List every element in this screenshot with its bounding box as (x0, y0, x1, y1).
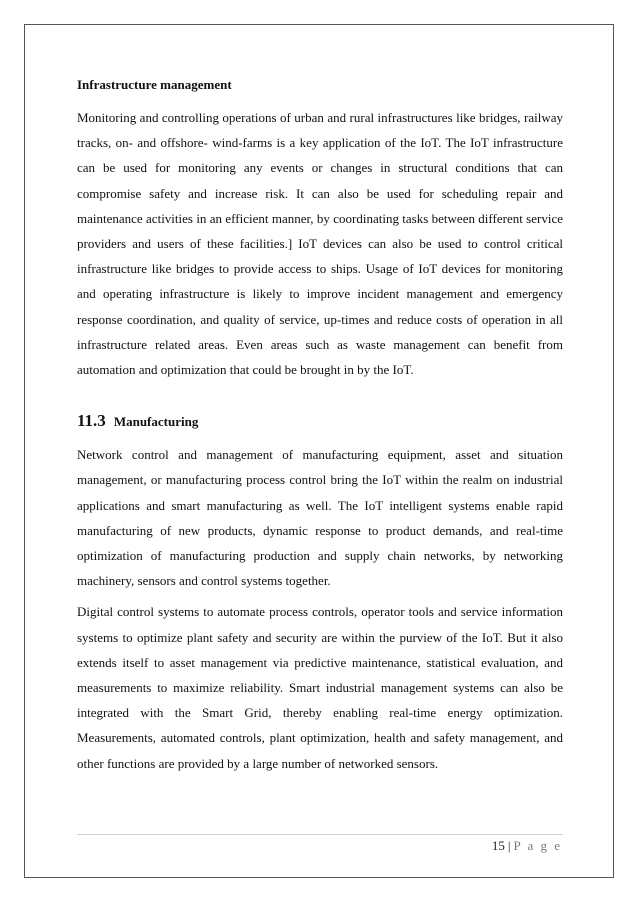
document-body (77, 68, 563, 776)
infrastructure-paragraph: Monitoring and controlling operations of urban and rural infrastructures like bridges, railway tracks, on- and offshore- wind-farms is a key application of the IoT. The IoT infrastructure can be used for monitoring any events or changes in structural conditions that can compromise safety and increase risk. It can also be used for scheduling repair and maintenance activities in an efficient manner, by coordinating tasks between different service providers and users of these facilities.] IoT devices can also be used to control critical infrastructure like bridges to provide access to ships. Usage of IoT devices for monitoring and operating infrastructure is likely to improve incident management and emergency response coordination, and quality of service, up-times and reduce costs of operation in all infrastructure related areas. Even areas such as waste management can benefit from automation and optimization that could be brought in by the IoT. (77, 110, 563, 378)
page-footer (492, 838, 562, 854)
footer-divider (77, 834, 563, 835)
footer-separator: | (507, 838, 511, 853)
page-number: 15 (491, 838, 505, 853)
section-heading (77, 410, 563, 433)
manufacturing-paragraph-2: Digital control systems to automate process controls, operator tools and service information systems to optimize plant safety and security are within the purview of the IoT. But it also extends itself to asset management via predictive maintenance, statistical evaluation, and measurements to maximize reliability. Smart industrial management systems can also be integrated with the Smart Grid, thereby enabling real-time energy optimization. Measurements, automated controls, plant optimization, health and safety management, and other functions are provided by a large number of networked sensors. (77, 604, 563, 771)
page-label: P a g e (513, 838, 562, 853)
section-number: 11.3 (77, 411, 106, 431)
infrastructure-heading: Infrastructure management (77, 77, 232, 92)
manufacturing-paragraph-1: Network control and management of manufacturing equipment, asset and situation management, or manufacturing process control bring the IoT within the realm on industrial applications and smart manufacturing as well. The IoT intelligent systems enable rapid manufacturing of new products, dynamic response to product demands, and real-time optimization of manufacturing production and supply chain networks, by networking machinery, sensors and control systems together. (77, 447, 563, 589)
section-title: Manufacturing (113, 414, 199, 430)
